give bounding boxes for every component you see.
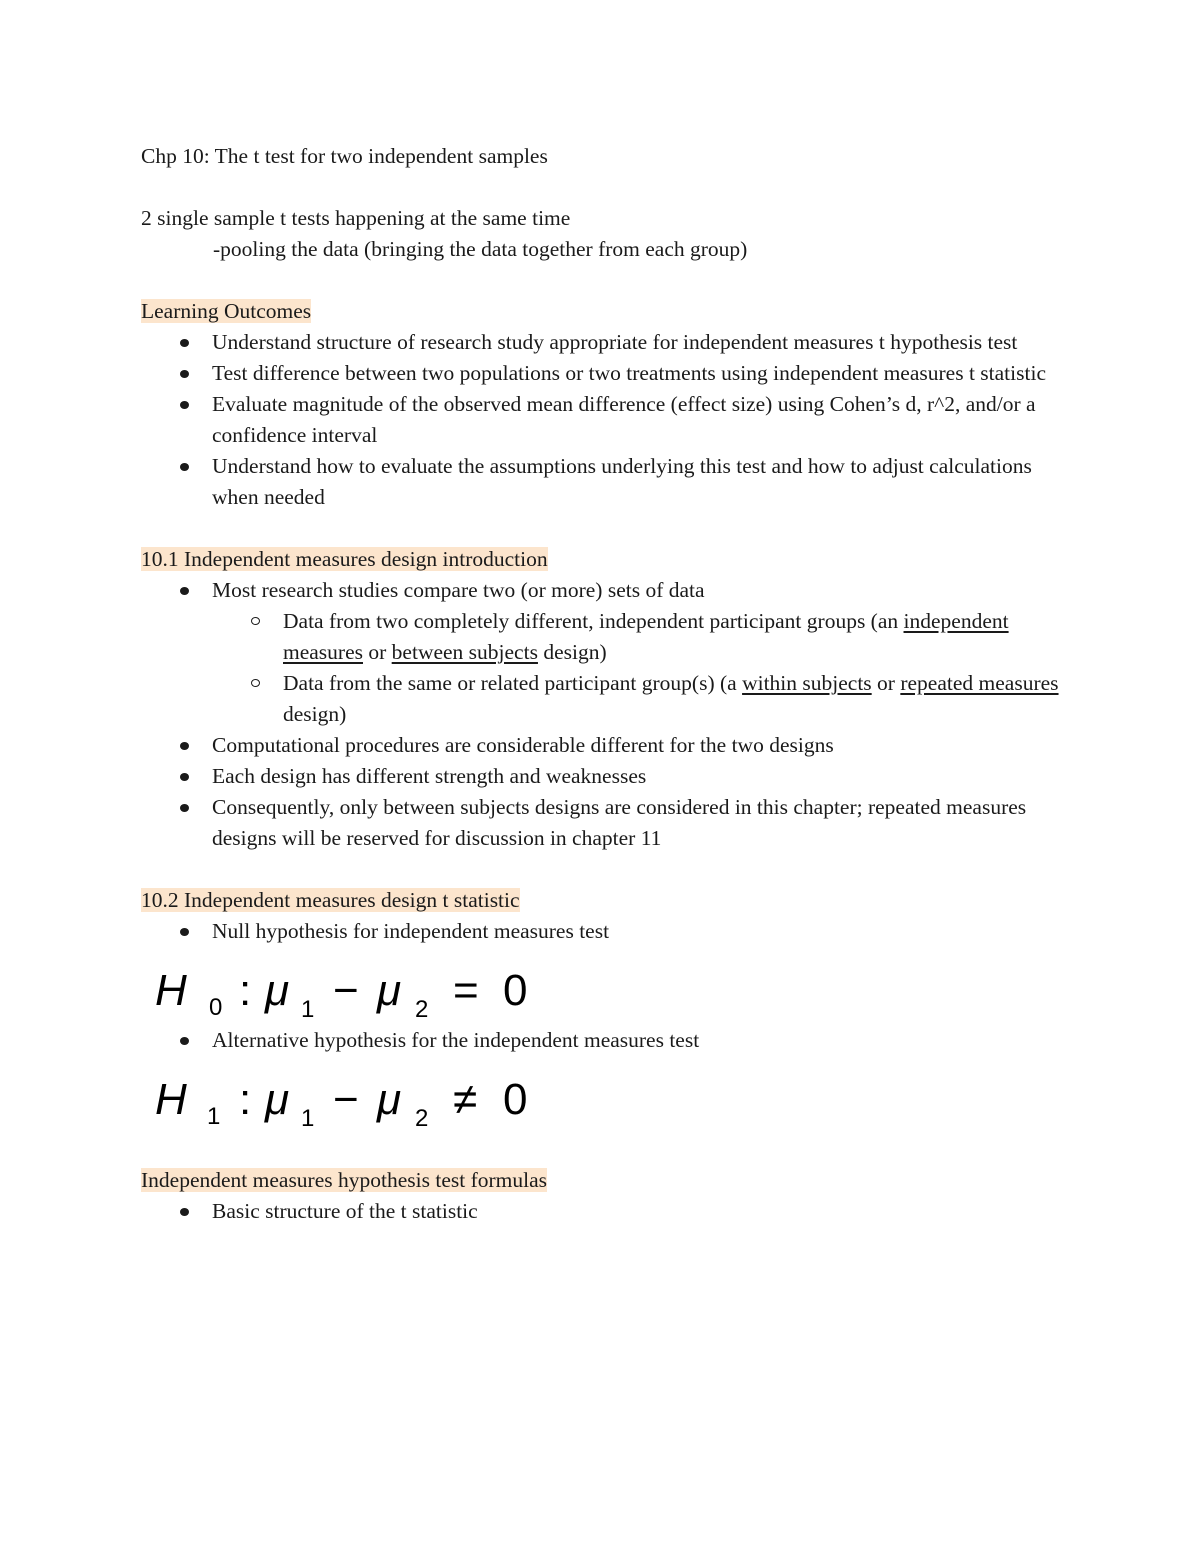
formula-mu2: μ — [377, 966, 402, 1015]
section-10-2-list-2 — [141, 1025, 1071, 1056]
formula-rhs: 0 — [503, 1075, 528, 1124]
formula-mu1-sub: 1 — [301, 996, 315, 1019]
formula-rhs: 0 — [503, 966, 528, 1015]
list-item: Each design has different strength and weaknesses — [141, 761, 1071, 792]
intro-line: 2 single sample t tests happening at the same time — [141, 206, 571, 230]
formula-colon: : — [239, 1075, 252, 1124]
formula-minus: − — [333, 966, 359, 1015]
section-10-1-list — [141, 575, 1071, 854]
formula-relation: ≠ — [453, 1075, 478, 1124]
heading-highlight: 10.1 Independent measures design introduction — [141, 547, 548, 571]
list-item: Basic structure of the t statistic — [141, 1196, 1071, 1227]
formula-mu2-sub: 2 — [415, 996, 429, 1019]
section-10-2-list — [141, 916, 1071, 947]
section-10-1-heading — [141, 544, 1071, 575]
heading-highlight: 10.2 Independent measures design t statistic — [141, 888, 520, 912]
text: or — [363, 640, 392, 664]
list-item: Understand structure of research study appropriate for independent measures t hypothesis test — [141, 327, 1071, 358]
formula-h: H — [155, 966, 187, 1015]
formula-relation: = — [453, 966, 479, 1015]
list-item: Understand how to evaluate the assumptions underlying this test and how to adjust calculations when needed — [141, 451, 1071, 513]
list-item — [141, 575, 1071, 730]
list-item: Null hypothesis for independent measures test — [141, 916, 1071, 947]
term-repeated-measures: repeated measures — [900, 671, 1059, 695]
null-hypothesis-formula — [141, 955, 1071, 1019]
list-item-text: Most research studies compare two (or more) sets of data — [212, 578, 705, 602]
term-between-subjects: between subjects — [391, 640, 538, 664]
intro-subline: -pooling the data (bringing the data together from each group) — [213, 237, 748, 261]
text: design) — [537, 640, 607, 664]
formula-mu1: μ — [265, 966, 290, 1015]
heading-highlight: Learning Outcomes — [141, 299, 312, 323]
section-10-2-heading — [141, 885, 1071, 916]
text: design) — [283, 702, 347, 726]
formula-colon: : — [239, 966, 252, 1015]
formula-h-sub: 1 — [207, 1103, 221, 1128]
document-page — [141, 141, 1071, 1227]
alternative-hypothesis-formula — [141, 1064, 1071, 1128]
formulas-list — [141, 1196, 1071, 1227]
list-item: Alternative hypothesis for the independent measures test — [141, 1025, 1071, 1056]
list-item: Computational procedures are considerable different for the two designs — [141, 730, 1071, 761]
list-item: Test difference between two populations or two treatments using independent measures t statistic — [141, 358, 1071, 389]
formula-h: H — [155, 1075, 187, 1124]
sub-list — [141, 606, 1071, 730]
text: or — [871, 671, 901, 695]
learning-outcomes-list — [141, 327, 1071, 513]
text: Data from the same or related participant group(s) (a — [283, 671, 743, 695]
term-independent-measures: independent measures — [283, 609, 1009, 664]
formulas-heading — [141, 1165, 1071, 1196]
learning-outcomes-heading — [141, 296, 1071, 327]
text: Data from two completely different, independent participant groups (an — [283, 609, 904, 633]
formula-mu1: μ — [265, 1075, 290, 1124]
heading-highlight: Independent measures hypothesis test formulas — [141, 1168, 548, 1192]
formula-mu2-sub: 2 — [415, 1105, 429, 1128]
formula-minus: − — [333, 1075, 359, 1124]
list-item: Evaluate magnitude of the observed mean difference (effect size) using Cohen’s d, r^2, and/or a confidence interval — [141, 389, 1071, 451]
formula-mu2: μ — [377, 1075, 402, 1124]
list-item: Consequently, only between subjects designs are considered in this chapter; repeated measures designs will be reserved for discussion in chapter 11 — [141, 792, 1071, 854]
formula-h-sub: 0 — [209, 994, 223, 1019]
term-within-subjects: within subjects — [742, 671, 872, 695]
sub-list-item — [141, 606, 1071, 668]
sub-list-item — [141, 668, 1071, 730]
document-title: Chp 10: The t test for two independent samples — [141, 144, 548, 168]
formula-mu1-sub: 1 — [301, 1105, 315, 1128]
